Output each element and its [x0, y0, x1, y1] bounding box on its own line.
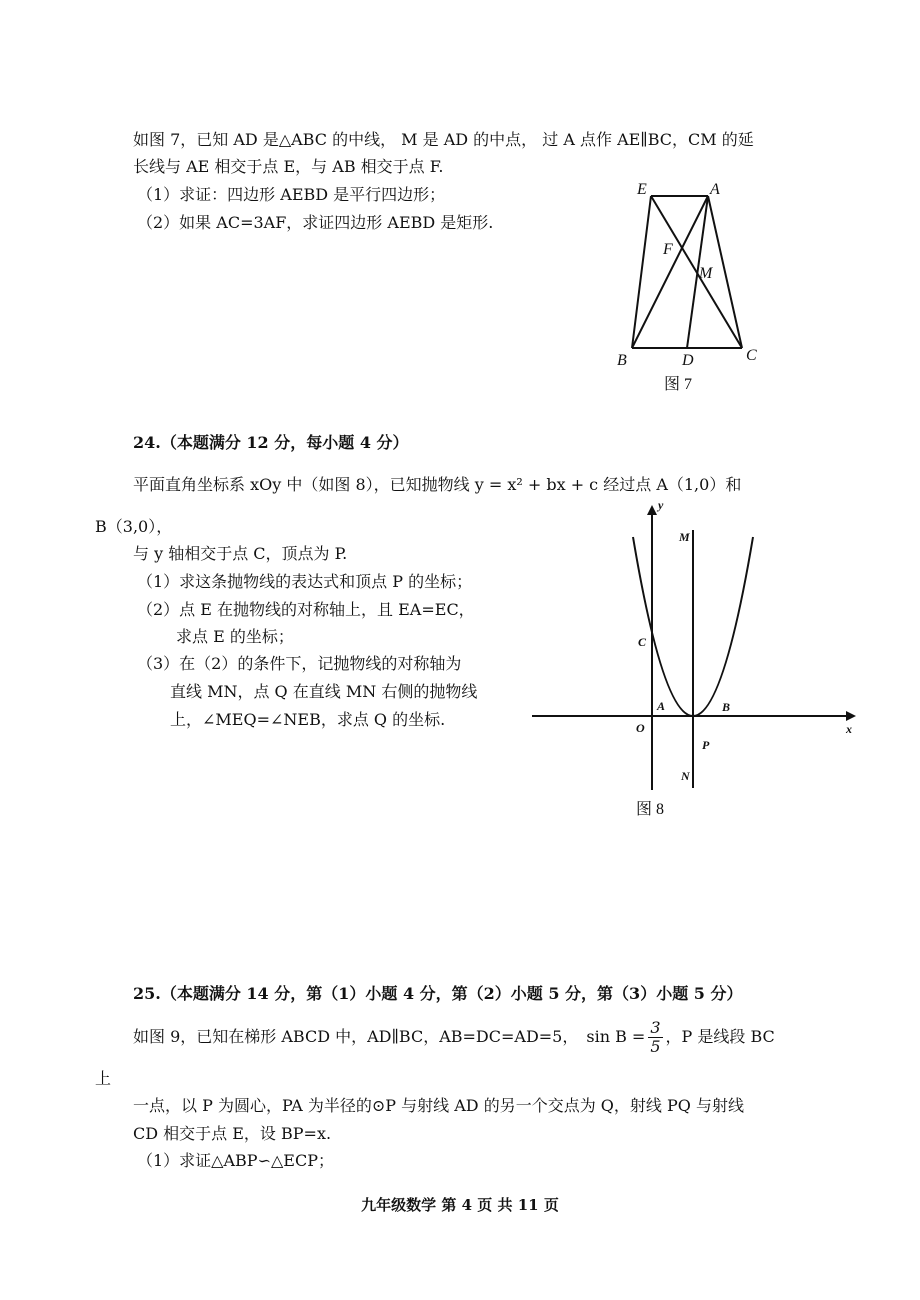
- label-x: x: [846, 722, 852, 736]
- sin-b-numerator: 3: [650, 1017, 661, 1037]
- q24-line3: 与 y 轴相交于点 C，顶点为 P.: [133, 544, 348, 563]
- q25-heading: 25.（本题满分 14 分，第（1）小题 4 分，第（2）小题 5 分，第（3）小题 5 分）: [133, 984, 743, 1003]
- segment-eb: [632, 196, 651, 348]
- label-e: E: [637, 181, 647, 198]
- label-y: y: [658, 498, 664, 512]
- label-c: C: [638, 635, 647, 649]
- q25-part1: （1）求证△ABP∽△ECP；: [137, 1151, 334, 1170]
- sin-b-denominator: 5: [650, 1036, 661, 1056]
- sin-b-label: sin B =: [586, 1027, 646, 1046]
- q24-line2: B（3,0），: [95, 517, 173, 536]
- label-m: M: [679, 530, 690, 544]
- q25-line1b: ，P 是线段 BC: [665, 1027, 775, 1046]
- label-p: P: [702, 738, 710, 752]
- q25-line4: CD 相交于点 E，设 BP=x.: [133, 1124, 332, 1143]
- label-o: O: [636, 721, 645, 735]
- label-b: B: [617, 352, 627, 369]
- page-footer: 九年级数学 第 4 页 共 11 页: [361, 1196, 559, 1214]
- q24-part2a: （2）点 E 在抛物线的对称轴上，且 EA=EC，: [137, 600, 475, 619]
- q24-part3b: 直线 MN，点 Q 在直线 MN 右侧的抛物线: [170, 682, 478, 701]
- q25-line1a: 如图 9，已知在梯形 ABCD 中，AD∥BC，AB=DC=AD=5，: [133, 1027, 579, 1046]
- q24-line1: 平面直角坐标系 xOy 中（如图 8），已知抛物线 y = x² + bx + c 经过点 A（1,0）和: [133, 475, 742, 494]
- q24-part3c: 上，∠MEQ=∠NEB，求点 Q 的坐标.: [170, 710, 446, 729]
- figure-7-caption: 图 7: [664, 376, 693, 393]
- q24-part1: （1）求这条抛物线的表达式和顶点 P 的坐标；: [137, 572, 473, 591]
- q24-part3a: （3）在（2）的条件下，记抛物线的对称轴为: [137, 654, 462, 673]
- q23-part1: （1）求证：四边形 AEBD 是平行四边形；: [137, 185, 446, 204]
- q25-line3: 一点，以 P 为圆心，PA 为半径的⊙P 与射线 AD 的另一个交点为 Q，射线 PQ 与射线: [133, 1096, 744, 1115]
- x-axis-arrow-icon: [846, 711, 856, 721]
- figure-8: [520, 490, 865, 830]
- sin-b-fraction: [648, 1019, 662, 1056]
- y-axis-arrow-icon: [647, 505, 657, 515]
- q23-line2: 长线与 AE 相交于点 E，与 AB 相交于点 F.: [133, 157, 444, 176]
- label-f: F: [663, 241, 673, 258]
- label-d: D: [682, 352, 694, 369]
- figure-8-caption: 图 8: [636, 801, 665, 818]
- label-a: A: [710, 181, 720, 198]
- label-n: N: [681, 769, 690, 783]
- label-m: M: [699, 265, 713, 282]
- q23-part2: （2）如果 AC=3AF，求证四边形 AEBD 是矩形.: [137, 213, 494, 232]
- segment-ac: [708, 196, 742, 348]
- label-b: B: [722, 700, 731, 714]
- figure-7: [600, 175, 780, 400]
- label-c: C: [746, 347, 757, 364]
- q25-line2: 上: [95, 1069, 112, 1088]
- q25-line1: [133, 1012, 775, 1062]
- label-a: A: [657, 699, 666, 713]
- q24-heading: 24.（本题满分 12 分，每小题 4 分）: [133, 433, 409, 452]
- q23-line1: 如图 7，已知 AD 是△ABC 的中线， M 是 AD 的中点， 过 A 点作 AE∥BC，CM 的延: [133, 130, 754, 149]
- q24-part2b: 求点 E 的坐标；: [176, 627, 294, 646]
